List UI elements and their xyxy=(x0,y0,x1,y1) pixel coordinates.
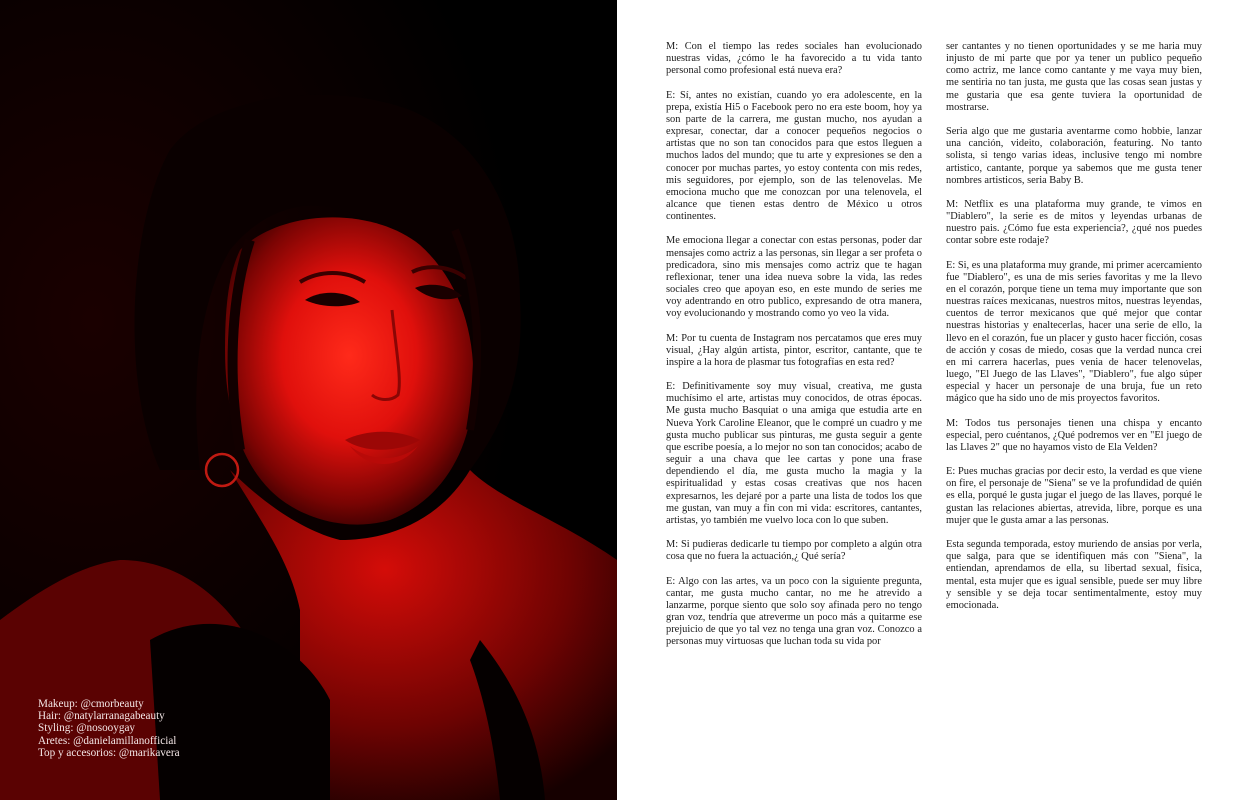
credit-makeup: Makeup: @cmorbeauty xyxy=(38,698,144,710)
paragraph: ser cantantes y no tienen oportunidades y se me haria muy injusto de mi parte que por ya tener un publico pequeño como actriz, me lance como cantante y me vaya muy bien, me sentiria no tan justa, me gusta que las cosas sean justas y me gustaria que esa gente tuviera la oportunidad de mostrarse. xyxy=(946,41,1202,113)
paragraph: E: Algo con las artes, va un poco con la siguiente pregunta, cantar, me gusta mucho cantar, no me he atrevido a lanzarme, porque siento que solo soy afinada pero no tengo gran voz, tendría que atreverme un poco más a quitarme ese prejuicio de que yo tal vez no tenga una gran voz. Conozco a personas muy virtuosas que luchan toda su vida por xyxy=(666,575,922,648)
paragraph: E: Si, es una plataforma muy grande, mi primer acercamiento fue "Diablero", es una de mis series favoritas y me la llevo en el corazón, porque tiene un tema muy importante que son nuestras raíces mexicanas, nuestros mitos, nuestras leyendas, cuentos de terror mexicanos que qué mejor que contar nuestras historias y enaltecerlas, hacer una serie de ello, la llevo en el corazón, fue un placer y gusto hacer ficción, cosas de acción y cosas de miedo, cosas que la verdad nunca crei en mi carrera hacerlas, pues venia de hacer telenovelas, luego, "El Juego de las Llaves", "Diablero", fue algo súper especial y hacer un personaje de una bruja, fue un reto mágico que ha sido uno de mis proyectos favoritos. xyxy=(946,259,1202,405)
paragraph: Esta segunda temporada, estoy muriendo de ansias por verla, que salga, para que se identifiquen más con "Siena", la entiendan, aprendamos de ella, su libertad sexual, física, mental, esta mujer que es igual sensible, puede ser muy libre y sensible y se deja tocar sentimentalmente, estoy muy emocionada. xyxy=(946,539,1202,611)
paragraph: M: Todos tus personajes tienen una chispa y encanto especial, pero cuéntanos, ¿Qué podremos ver en "El juego de las Llaves 2" que no hayamos visto de Ela Velden? xyxy=(946,417,1202,453)
portrait-photo xyxy=(0,0,617,800)
paragraph: Seria algo que me gustaria aventarme como hobbie, lanzar una canción, videito, colaboración, featuring. No tanto solista, si tengo varias ideas, inclusive tengo mi nombre artistico, cantante, porque ya sabemos que me gusta tener nombres artisticos, seria Baby B. xyxy=(946,126,1202,186)
photo-credits xyxy=(38,698,180,759)
paragraph: E: Sí, antes no existían, cuando yo era adolescente, en la prepa, existía Hi5 o Facebook pero no era este boom, hoy ya son parte de la carrera, me gustan mucho, nos ayudan a expresar, conectar, dar a conocer pequeños negocios o artistas que no son tan conocidos para que estos lleguen a muchos lados del mundo; que tu arte y expresiones se den a conocer por muchas partes, yo estoy contenta con mis redes, mis seguidores, por ejemplo, son de las telenovelas. Me emociona mucho que me conozcan por una telenovela, el alcance que tienen estas dentro de México u otros continentes. xyxy=(666,89,922,223)
paragraph: M: Netflix es una plataforma muy grande, te vimos en "Diablero", la serie es de mitos y leyendas urbanas de nuestro pais. ¿Cómo fue esta experiencia?, ¿qué nos puedes contar sobre este rodaje? xyxy=(946,198,1202,247)
credit-styling: Styling: @nosooygay xyxy=(38,722,136,735)
paragraph: M: Por tu cuenta de Instagram nos percatamos que eres muy visual, ¿Hay algún artista, pintor, escritor, cantante, que te inspire a la hora de plasmar tus fotografías en esta red? xyxy=(666,332,922,368)
text-column-left xyxy=(666,41,922,661)
interview-text-page xyxy=(617,0,1237,800)
paragraph: M: Si pudieras dedicarle tu tiempo por completo a algún otra cosa que no fuera la actuación,¿ Qué sería? xyxy=(666,539,922,563)
paragraph: E: Pues muchas gracias por decir esto, la verdad es que viene on fire, el personaje de "Siena" se ve la profundidad de quién es ella, porqué le gusta jugar el juego de las llaves, porqué le gustan las relaciones abiertas, atrevida, libre, porque es una mujer que le gusta amar a las personas. xyxy=(946,466,1202,526)
paragraph: M: Con el tiempo las redes sociales han evolucionado nuestras vidas, ¿cómo le ha favorecido a tu vida tanto personal como profesional está nueva era? xyxy=(666,41,922,77)
credit-top-accessories: Top y accesorios: @marikavera xyxy=(38,746,180,759)
portrait-image xyxy=(0,0,617,800)
credit-hair: Hair: @natylarranagabeauty xyxy=(38,710,165,723)
credit-earrings: Aretes: @danielamillanofficial xyxy=(38,734,177,747)
paragraph: E: Definitivamente soy muy visual, creativa, me gusta muchísimo el arte, artistas muy conocidos, de otras épocas. Me gusta mucho Basquiat o una amiga que estudia arte en Nueva York Caroline Eleanor, que le compré un cuadro y me gusta mucho publicar sus pinturas, me gusta seguir a gente que escribe poesía, a lo mejor no son tan conocidos; acabo de seguir a una chava que lee cartas y pone una frase dependiendo el día, me gusta mucho la magia y la espiritualidad y estas cosas creativas que nos hacen expresarnos, les dejaré por a parte una lista de todos los que me gustan, van muy a fin con mi vida: escritores, cantantes, artistas, yo también me vuelvo loca con lo que suben. xyxy=(666,381,922,526)
text-column-right xyxy=(946,41,1202,624)
paragraph: Me emociona llegar a conectar con estas personas, poder dar mensajes como actriz a las personas, sin llegar a ser profeta o predicadora, sino mis mensajes como actriz que te hagan reflexionar, tener una idea nueva sobre la vida, las redes sociales creo que apoyan eso, en este mundo de series me voy adentrando en otro publico, expresando de otra manera, voy evolucionando y mostrando como yo veo la vida. xyxy=(666,235,922,320)
